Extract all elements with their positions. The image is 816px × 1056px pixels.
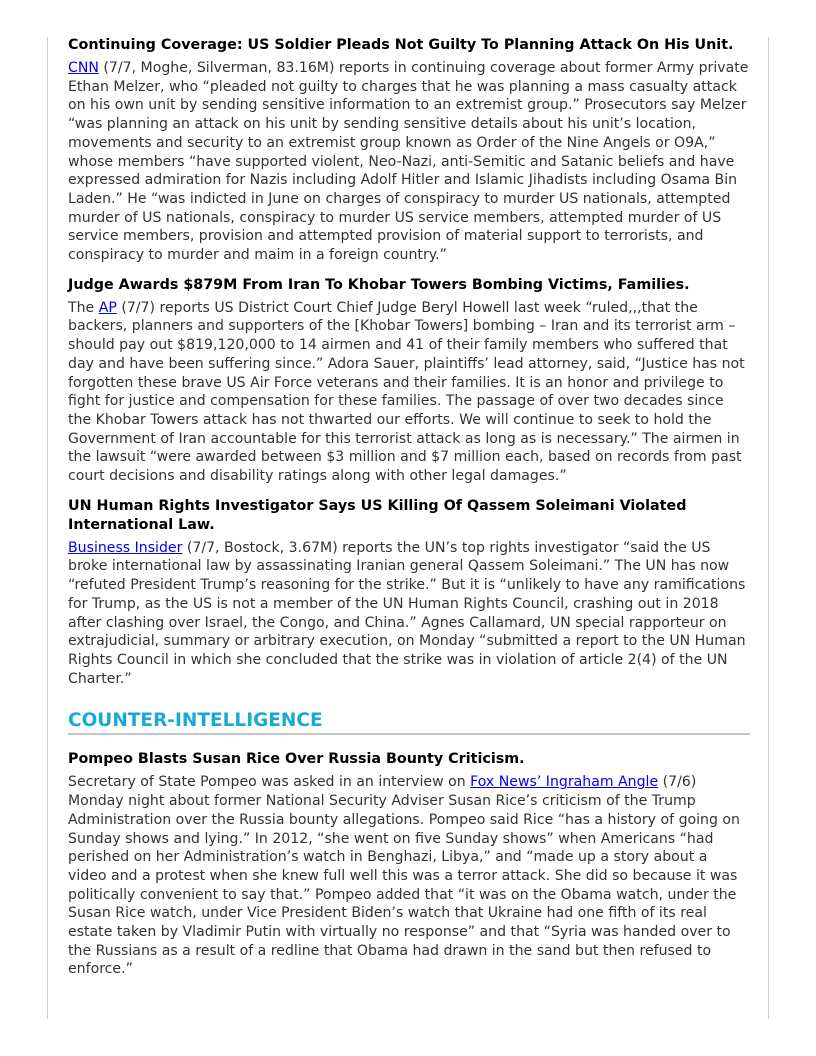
article-body — [68, 59, 750, 265]
article-pompeo-rice — [68, 750, 750, 979]
source-link-ap[interactable]: AP — [98, 299, 117, 316]
source-link-business-insider[interactable]: Business Insider — [68, 539, 183, 556]
article-soleimani — [68, 497, 750, 689]
article-soldier-plea — [68, 36, 750, 265]
article-body — [68, 299, 750, 486]
source-link-cnn[interactable]: CNN — [68, 60, 99, 76]
article-body — [68, 539, 750, 689]
article-body — [68, 773, 750, 979]
article-body-text: (7/7, Bostock, 3.67M) reports the UN’s top rights investigator “said the US broke international law by assassinating Iranian general Qassem Soleimani.” The UN has now “refuted President Trump’s reasoning for the strike.” But it is “unlikely to have any ramifications for Trump, as the US is not a member of the UN Human Rights Council, crashing out in 2018 after clashing over Israel, the Congo, and China.” Agnes Callamard, UN special rapporteur on extrajudicial, summary or arbitrary execution, on Monday “submitted a report to the UN Human Rights Council in which she concluded that the strike was in violation of article 2(4) of the UN Charter.” — [68, 539, 746, 687]
article-body-text: (7/7) reports US District Court Chief Judge Beryl Howell last week “ruled,,,that the backers, planners and supporters of the [Khobar Towers] bombing – Iran and its terrorist arm – should pay out $819,120,000 to 14 airmen and 41 of their family members who suffered that day and have been suffering since.” Adora Sauer, plaintiffs’ lead attorney, said, “Justice has not forgotten these brave US Air Force veterans and their families. It is an honor and privilege to fight for justice and compensation for these families. The passage of over two decades since the Khobar Towers attack has not thwarted our efforts. We will continue to seek to hold the Government of Iran accountable for this terrorist attack as long as is necessary.” The airmen in the lawsuit “were awarded between $3 million and $7 million each, based on records from past court decisions and disability ratings along with other legal damages.” — [68, 299, 745, 485]
article-body-prefix: Secretary of State Pompeo was asked in an interview on — [68, 774, 471, 791]
section-heading-counter-intelligence: COUNTER-INTELLIGENCE — [68, 710, 750, 735]
article-body-text: (7/6) Monday night about former National Security Adviser Susan Rice’s criticism of the Trump Administration over the Russia bounty allegations. Pompeo said Rice “has a history of going on Sunday shows and lying.” In 2012, “she went on five Sunday shows” when Americans “had perished on her Administration’s watch in Benghazi, Libya,” and “made up a story about a video and a protest when she knew full well this was a terror attack. She did so because it was politically convenient to say that.” Pompeo added that “it was on the Obama watch, under the Susan Rice watch, under Vice President Biden’s watch that Ukraine had one fifth of its real estate taken by Vladimir Putin with virtually no response” and that “Syria was handed over to the Russians as a result of a redline that Obama had drawn in the sand but then refused to enforce.” — [68, 774, 740, 978]
article-body-text: (7/7, Moghe, Silverman, 83.16M) reports in continuing coverage about former Army private Ethan Melzer, who “pleaded not guilty to charges that he was planning a mass casualty attack on his own unit by sending sensitive information to an extremist group.” Prosecutors say Melzer “was planning an attack on his unit by sending sensitive details about his unit’s location, movements and security to an extremist group known as Order of the Nine Angels or O9A,” whose members “have supported violent, Neo-Nazi, anti-Semitic and Satanic beliefs and have expressed admiration for Nazis including Adolf Hitler and Islamic Jihadists including Osama Bin Laden.” He “was indicted in June on charges of conspiracy to murder US nationals, attempted murder of US nationals, conspiracy to murder US service members, attempted murder of US service members, provision and attempted provision of material support to terrorists, and conspiracy to murder and maim in a foreign country.” — [68, 60, 749, 264]
left-margin-rule — [47, 37, 48, 1019]
source-link-fox-news[interactable]: Fox News’ Ingraham Angle — [470, 774, 659, 791]
article-headline: Pompeo Blasts Susan Rice Over Russia Bounty Criticism. — [68, 751, 525, 768]
article-body-prefix: The — [68, 299, 99, 316]
article-headline: Continuing Coverage: US Soldier Pleads Not Guilty To Planning Attack On His Unit. — [68, 37, 734, 53]
article-headline: Judge Awards $879M From Iran To Khobar Towers Bombing Victims, Families. — [68, 276, 690, 293]
article-khobar-towers — [68, 276, 750, 486]
article-headline: UN Human Rights Investigator Says US Killing Of Qassem Soleimani Violated International Law. — [68, 497, 687, 533]
document-page — [68, 36, 750, 979]
right-margin-rule — [768, 37, 769, 1019]
